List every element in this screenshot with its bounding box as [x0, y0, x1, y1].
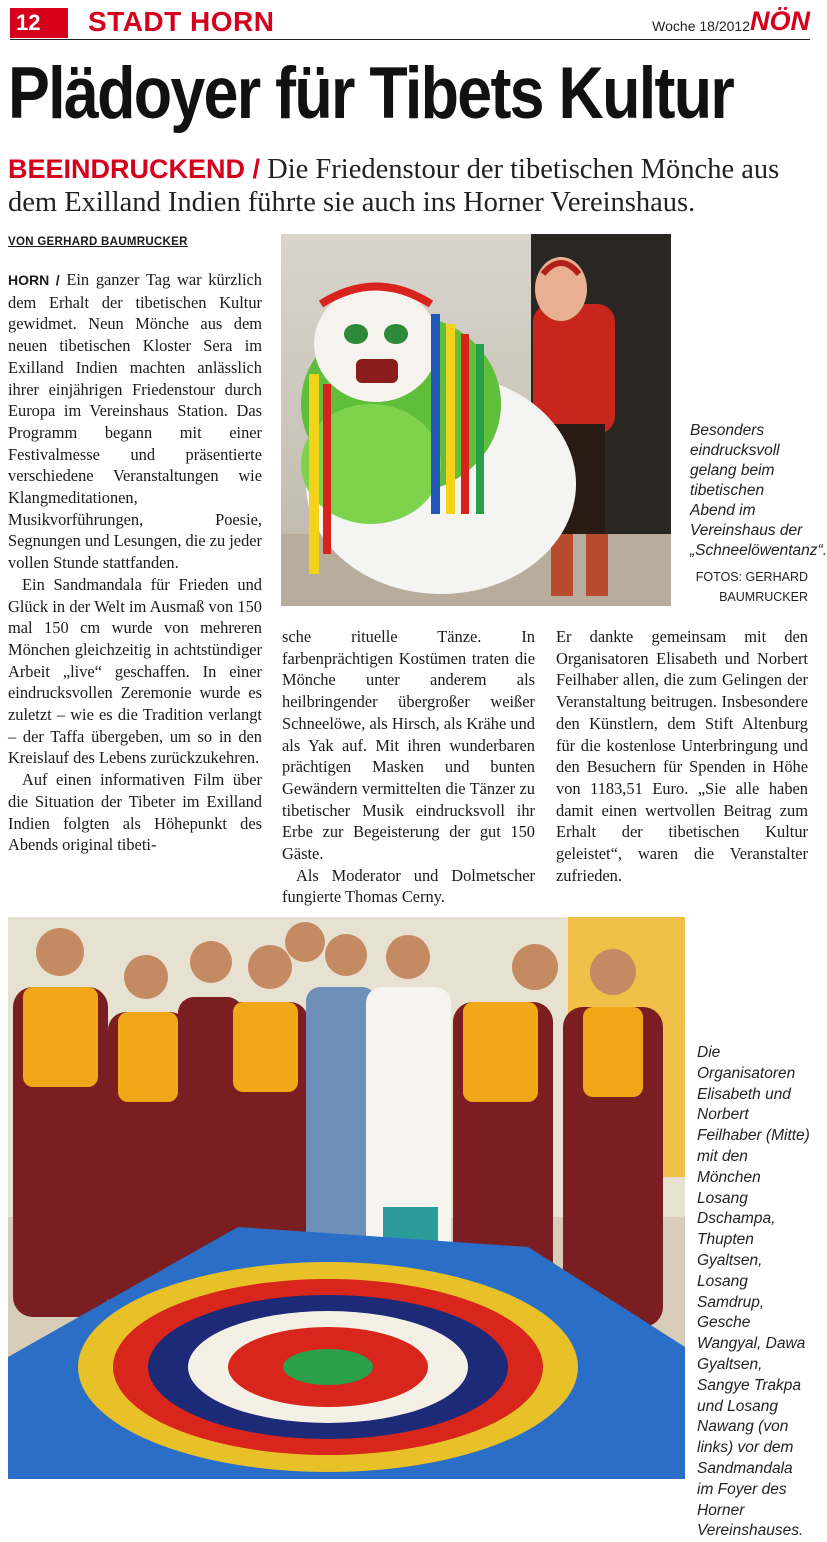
issue-label: Woche 18/2012: [652, 18, 750, 34]
paragraph-3-part-2: sche rituelle Tänze. In farbenprächtigen Kostümen traten die Mönche unter anderem als heilbringender übergroßer weißer Schneelöwe, als Hirsch, als Krähe und als Yak auf. Mit ihren wunderbaren prächtigen Masken und bunten Gewändern vermittelten die Tänzer zu tibetischer Musik eindrucksvoll ihr Erbe zur Begeisterung der gut 150 Gäste.: [282, 627, 535, 864]
snow-lion-illustration: [281, 234, 671, 606]
deck-kicker: BEEINDRUCKEND /: [8, 154, 261, 184]
photo-1-caption: Besonders eindrucksvoll gelang beim tibetischen Abend im Vereinshaus der „Schneelöwentanz“.: [690, 422, 827, 559]
article-column-2: [282, 626, 535, 908]
paragraph-4-part-1: Als Moderator und Dolmetscher fungierte Thomas Cerny.: [282, 865, 535, 907]
article-column-1: [8, 269, 262, 856]
byline: VON GERHARD BAUMRUCKER: [8, 236, 188, 248]
paragraph-1-text: Ein ganzer Tag war kürzlich dem Erhalt der tibetischen Kultur gewidmet. Neun Mönche aus dem neuen tibetischen Kloster Sera im Exilland Indien machten anlässlich ihrer einjährigen Friedenstour durch Europa im Vereinshaus Station. Das Programm begann mit einer Festivalmesse und präsentierte verschiedene Veranstaltungen wie Klangmeditationen, Musikvorführungen, Poesie, Segnungen und Lesungen, die zu jeder vollen Stunde stattfanden.: [8, 270, 262, 573]
photo-credit: [690, 567, 808, 607]
photo-2-caption: Die Organisatoren Elisabeth und Norbert Feilhaber (Mitte) mit den Mönchen Losang Dschampa, Thupten Gyaltsen, Losang Samdrup, Gesche Wangyal, Dawa Gyaltsen, Sangye Trakpa und Losang Nawang (von links) vor dem Sandmandala im Foyer des Horner Vereinshauses.: [697, 1044, 810, 1540]
photo-group-mandala: [8, 917, 685, 1479]
paragraph-3-part-1: Auf einen informativen Film über die Situation der Tibeter im Exilland Indien folgten als Höhepunkt des Abends original tibeti-: [8, 770, 262, 855]
article-column-3: [556, 626, 808, 886]
page-header: [10, 6, 810, 40]
paragraph-1: [8, 269, 262, 574]
publication-logo: NÖN: [750, 6, 810, 36]
group-mandala-illustration: [8, 917, 685, 1479]
location-tag: HORN /: [8, 272, 60, 288]
page-number: 12: [10, 8, 68, 38]
section-title: STADT HORN: [88, 6, 275, 37]
deck-text: Die Friedenstour der tibetischen Mönche aus dem Exilland Indien führte sie auch ins Horner Vereinshaus.: [8, 154, 780, 218]
paragraph-4-part-2: Er dankte gemeinsam mit den Organisatoren Elisabeth und Norbert Feilhaber allen, die zum Gelingen der Veranstaltung beitrugen. Insbesondere den Künstlern, dem Stift Altenburg für die kostenlose Unterbringung und den Besuchern für Spenden in Höhe von 1183,51 Euro. „Sie alle haben damit einen wertvollen Beitrag zum Erhalt der tibetischen Kultur geleistet“, waren die Veranstalter zufrieden.: [556, 627, 808, 885]
photo-credit-line-1: FOTOS: GERHARD: [695, 570, 808, 584]
photo-credit-line-2: BAUMRUCKER: [719, 590, 808, 604]
deck: [8, 153, 808, 219]
headline: Plädoyer für Tibets Kultur: [8, 53, 734, 134]
photo-snow-lion-dance: [281, 234, 671, 606]
paragraph-2: Ein Sandmandala für Frieden und Glück in der Welt im Ausmaß von 150 mal 150 cm wurde von mehreren Mönchen gleichzeitig in achtstündiger Arbeit „live“ geschaffen. In einer eindrucksvollen Zeremonie wurde es zuletzt – wie es die Tradition verlangt – der Taffa übergeben, um so in den Kreislauf des Lebens zurückzukehren.: [8, 574, 262, 768]
